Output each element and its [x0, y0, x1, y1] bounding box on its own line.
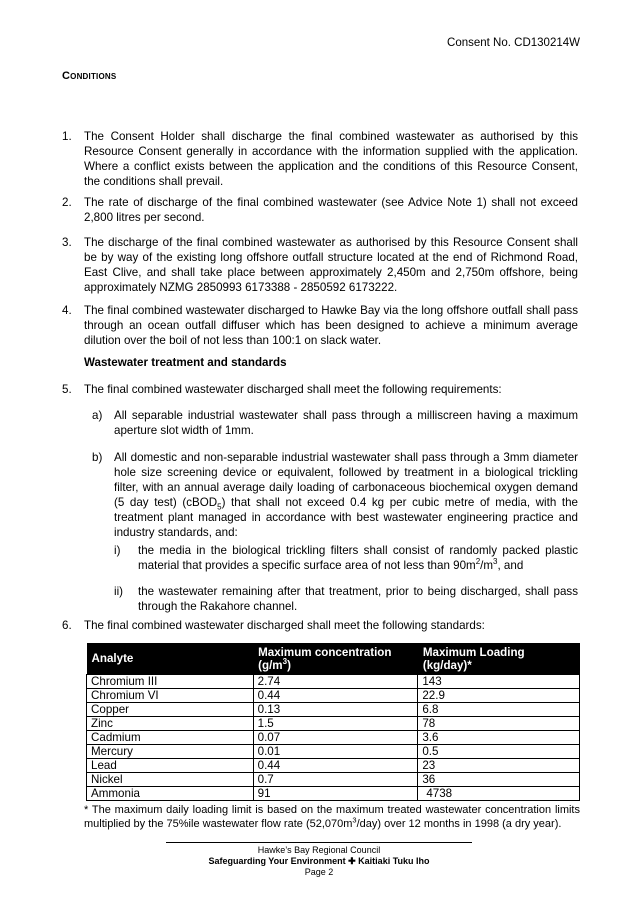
footer-divider: [166, 842, 472, 843]
roman-item-text: the media in the biological trickling filters shall consist of randomly packed plastic material that provides a specific surface area of not less than $90m^2/m^3$, and: [138, 544, 578, 572]
concentration-cell: 0.7: [253, 773, 418, 787]
sub-item-text: All domestic and non-separable industrial wastewater shall pass through a 3mm diameter hole size screening device or equivalent, followed by treatment in a biological trickling filter, with an annual average daily loading of carbonaceous biochemical oxygen demand (5 day test) (cBOD$_5$) that shall not exceed 0.4 kg per cubic metre of media, with the treatment plant managed in accordance with best wastewater engineering practice and industry standards, and:: [114, 451, 578, 539]
concentration-cell: 0.13: [253, 703, 418, 717]
loading-cell: 0.5: [418, 745, 580, 759]
standards-table: [86, 643, 580, 801]
sub-item-text: All separable industrial wastewater shall pass through a milliscreen having a maximum aperture slot width of 1mm.: [114, 409, 578, 437]
table-row: [87, 773, 580, 787]
table-row: [87, 689, 580, 703]
table-row: [87, 717, 580, 731]
max-loading-header: Maximum Loading (kg/day)*: [418, 643, 580, 675]
sub-item-label: a): [92, 409, 103, 422]
conditions-heading: Conditions: [62, 70, 117, 82]
concentration-cell: 1.5: [253, 717, 418, 731]
loading-cell: 36: [418, 773, 580, 787]
condition-text: The Consent Holder shall discharge the final combined wastewater as authorised by this Resource Consent generally in accordance with the information supplied with the application. Where a conflict exists between the application and the conditions of this Resource Consent, the conditions shall prevail.: [84, 130, 578, 188]
analyte-cell: Chromium VI: [87, 689, 254, 703]
loading-cell: 23: [418, 759, 580, 773]
concentration-cell: 0.44: [253, 759, 418, 773]
analyte-cell: Nickel: [87, 773, 254, 787]
roman-item-label: i): [114, 544, 121, 557]
table-footnote: * The maximum daily loading limit is based on the maximum treated wastewater concentration limits multiplied by the 75%ile wastewater flow rate $(52,070m^3/day)$ over 12 months in 1998 (a dry year).: [84, 804, 580, 830]
concentration-cell: 0.01: [253, 745, 418, 759]
condition-number: 3.: [62, 236, 72, 249]
page-number: Page 2: [304, 867, 334, 877]
condition-text: The final combined wastewater discharged shall meet the following standards:: [84, 619, 485, 632]
table-row: [87, 745, 580, 759]
concentration-cell: 0.44: [253, 689, 418, 703]
loading-cell: 143: [418, 675, 580, 689]
analyte-cell: Zinc: [87, 717, 254, 731]
analyte-cell: Ammonia: [87, 787, 254, 801]
table-header-row: [87, 643, 580, 675]
condition-text: The final combined wastewater discharged to Hawke Bay via the long offshore outfall shall pass through an ocean outfall diffuser which has been designed to achieve a minimum average dilution over the boil of not less than 100:1 on slack water.: [84, 304, 578, 347]
analyte-cell: Copper: [87, 703, 254, 717]
footer-tagline: Safeguarding Your Environment ✚ Kaitiaki Tuku Iho: [208, 856, 430, 866]
condition-number: 2.: [62, 196, 72, 209]
analyte-cell: Mercury: [87, 745, 254, 759]
condition-number: 6.: [62, 619, 72, 632]
loading-cell: 22.9: [418, 689, 580, 703]
loading-cell: 3.6: [418, 731, 580, 745]
condition-number: 4.: [62, 304, 72, 317]
table-row: [87, 731, 580, 745]
analyte-cell: Chromium III: [87, 675, 254, 689]
condition-number: 5.: [62, 383, 72, 396]
analyte-header: Analyte: [87, 643, 254, 675]
concentration-cell: 0.07: [253, 731, 418, 745]
table-row: [87, 675, 580, 689]
section-subheading: Wastewater treatment and standards: [84, 356, 287, 369]
condition-text: The discharge of the final combined wastewater as authorised by this Resource Consent shall be by way of the existing long offshore outfall structure located at the end of Richmond Road, East Clive, and shall take place between approximately 2,450m and 2,750m offshore, being approximately NZMG 2850993 6173388 - 2850592 6173222.: [84, 236, 578, 294]
condition-text: The final combined wastewater discharged shall meet the following requirements:: [84, 383, 502, 396]
analyte-cell: Cadmium: [87, 731, 254, 745]
loading-cell: 78: [418, 717, 580, 731]
analyte-cell: Lead: [87, 759, 254, 773]
consent-number: Consent No. CD130214W: [447, 37, 580, 49]
footer-organisation: Hawke’s Bay Regional Council: [257, 845, 381, 855]
concentration-cell: 2.74: [253, 675, 418, 689]
table-row: [87, 787, 580, 801]
sub-item-label: b): [92, 451, 103, 464]
roman-item-label: ii): [114, 585, 124, 598]
concentration-cell: 91: [253, 787, 418, 801]
table-row: [87, 759, 580, 773]
table-row: [87, 703, 580, 717]
loading-cell: 4738: [418, 787, 580, 801]
max-concentration-header: Maximum concentration $(g/m^3)$: [253, 643, 418, 675]
condition-number: 1.: [62, 130, 72, 143]
roman-item-text: the wastewater remaining after that treatment, prior to being discharged, shall pass through the Rakahore channel.: [138, 585, 578, 613]
loading-cell: 6.8: [418, 703, 580, 717]
condition-text: The rate of discharge of the final combined wastewater (see Advice Note 1) shall not exceed 2,800 litres per second.: [84, 196, 578, 224]
